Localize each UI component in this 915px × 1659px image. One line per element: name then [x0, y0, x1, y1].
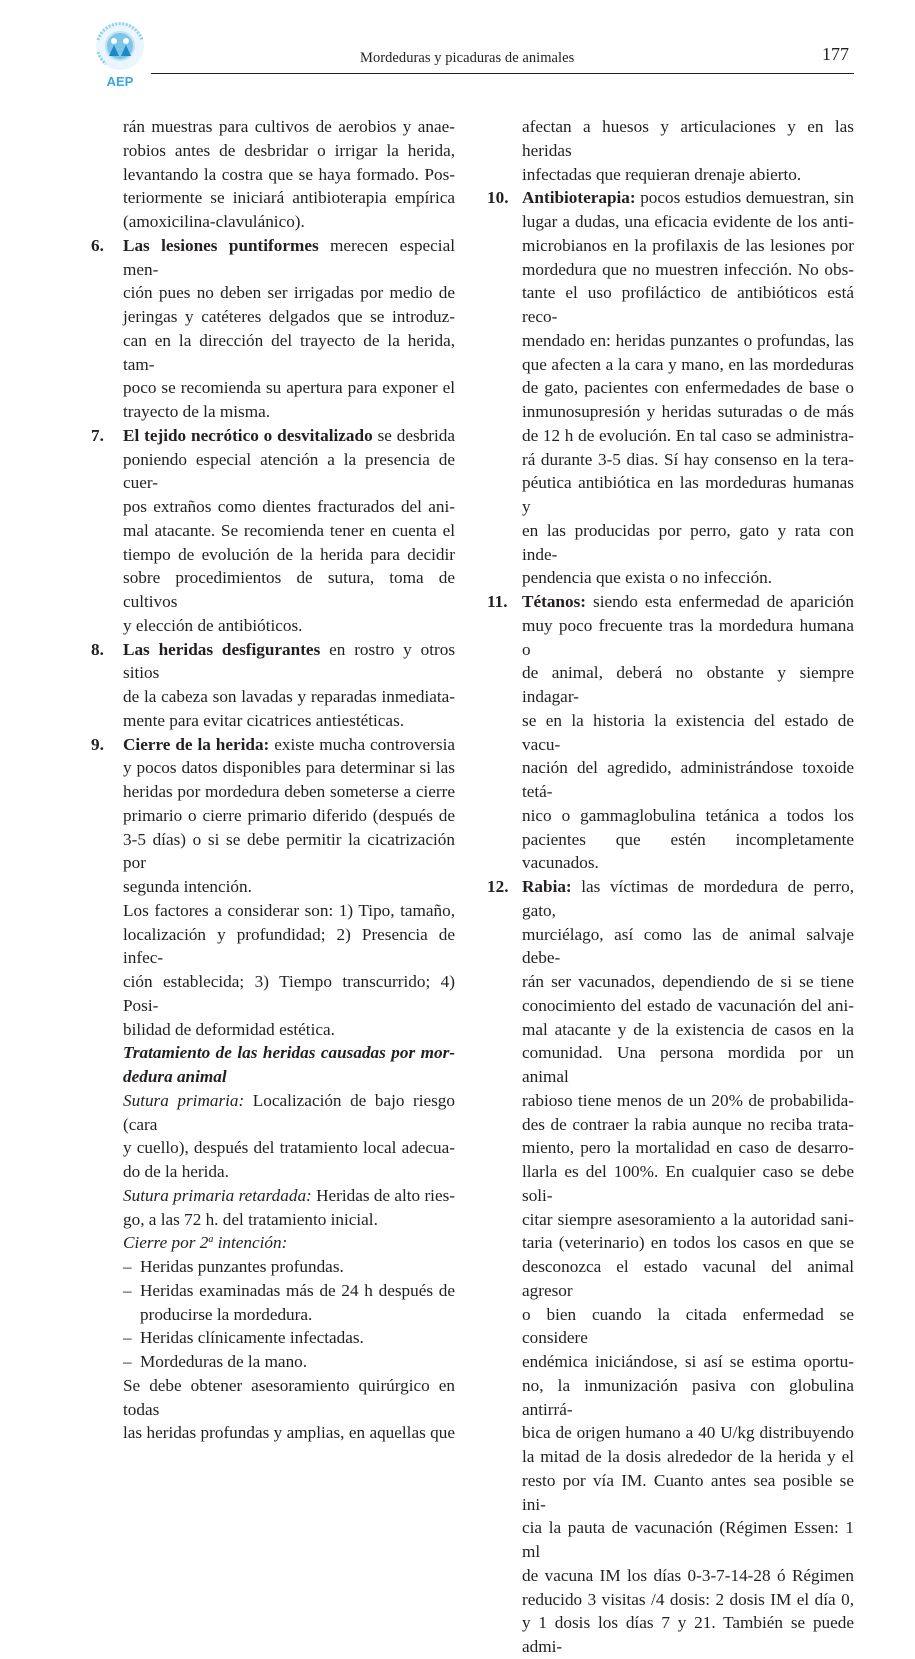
text-line: Los factores a considerar son: 1) Tipo, tamaño, [123, 900, 455, 920]
text-line: ción pues no deben ser irrigadas por medio de [123, 283, 455, 303]
text-line: pos extraños como dientes fracturados del ani- [123, 497, 455, 516]
text-line: bica de origen humano a 40 U/kg distribuyendo [522, 1423, 854, 1443]
dash-bullet: – [123, 1257, 132, 1276]
text-line: merecen especial men- [123, 235, 455, 279]
text-line: Mordeduras de la mano. [140, 1352, 308, 1371]
text-line: lugar a dudas, una eficacia evidente de los anti- [522, 212, 854, 231]
text-line: mente para evitar cicatrices antiestéticas. [123, 710, 405, 730]
text-line: taria (veterinario) en todos los casos en que se [522, 1233, 854, 1253]
text-line: Localización de bajo riesgo (cara [123, 1090, 455, 1134]
text-line: trayecto de la misma. [123, 402, 270, 421]
text-line: tante el uso profiláctico de antibióticos está reco- [522, 283, 854, 326]
text-line: bilidad de deformidad estética. [123, 1019, 335, 1039]
text-line: o bien cuando la citada enfermedad se considere [522, 1304, 854, 1348]
item-lead: El tejido necrótico o desvitalizado [123, 425, 373, 445]
text-line: mal atacante. Se recomienda tener en cuenta el [123, 520, 455, 540]
text-line: Se debe obtener asesoramiento quirúrgico en todas [123, 1375, 455, 1419]
item-lead: Tétanos: [522, 592, 586, 611]
item-number: 6. [91, 235, 104, 255]
text-line: levantando la costra que se haya formado. Pos- [123, 164, 455, 184]
subheading: dedura animal [123, 1067, 227, 1086]
continuation-paragraph [88, 115, 455, 234]
text-line: poniendo especial atención a la presencia de cuer- [123, 449, 455, 493]
text-line: nación del agredido, administrándose toxoide tetá- [522, 758, 854, 801]
delayed-suture-label: Sutura primaria retardada: [123, 1185, 312, 1205]
text-line: de animal, deberá no obstante y siempre indagar- [522, 663, 854, 706]
text-line: y cuello), después del tratamiento local adecua- [123, 1138, 455, 1158]
text-line: mendado en: heridas punzantes o profundas, las [522, 330, 854, 350]
svg-text:AEP: AEP [106, 74, 134, 89]
list-item-11 [487, 590, 854, 875]
text-line: heridas por mordedura deben someterse a cierre [123, 782, 455, 801]
dash-bullet: – [123, 1352, 132, 1371]
text-line: primario o cierre primario diferido (después de [123, 805, 455, 825]
text-line: rabioso tiene menos de un 20% de probabilida- [522, 1090, 854, 1110]
text-line: can en la dirección del trayecto de la herida, tam- [123, 330, 455, 374]
text-line: de vacuna IM los días 0-3-7-14-28 ó Régimen [522, 1565, 854, 1585]
running-header-title: Mordeduras y picaduras de animales [360, 50, 575, 66]
text-line: se en la historia la existencia del estado de vacu- [522, 710, 854, 754]
item-lead: Rabia: [522, 877, 572, 896]
item-number: 9. [91, 734, 104, 754]
text-line: tiempo de evolución de la herida para decidir [123, 544, 455, 564]
page-number: 177 [822, 44, 849, 64]
item-number: 11. [487, 592, 508, 611]
text-line: Heridas clínicamente infectadas. [140, 1328, 364, 1348]
list-item-10 [487, 186, 854, 590]
second-intention-label: Cierre por 2$^a$ intención: [123, 1233, 288, 1253]
dash-list-item [88, 1350, 455, 1374]
text-line: Heridas de alto ries- [311, 1185, 455, 1205]
text-line: las heridas profundas y amplias, en aquellas que [123, 1423, 455, 1443]
text-line: citar siempre asesoramiento a la autoridad sani- [522, 1209, 854, 1229]
text-line: localización y profundidad; 2) Presencia de infec- [123, 924, 455, 968]
dash-list-item [88, 1255, 455, 1279]
text-line: no, la inmunización pasiva con globulina antirrá- [522, 1375, 854, 1419]
text-line: que afecten a la cara y mano, en las mordeduras [522, 354, 854, 374]
text-line: resto por vía IM. Cuanto antes sea posible se ini- [522, 1470, 854, 1514]
item-lead: Antibioterapia: [522, 188, 636, 208]
text-line: afectan a huesos y articulaciones y en las heridas [522, 117, 854, 160]
text-line: producirse la mordedura. [140, 1304, 313, 1324]
list-item-12 [487, 875, 854, 1659]
text-line: la mitad de la dosis alrededor de la herida y el [522, 1447, 854, 1466]
aep-logo-icon [88, 20, 152, 92]
item-number: 10. [487, 188, 509, 208]
primary-suture-label: Sutura primaria: [123, 1090, 245, 1110]
subheading: Tratamiento de las heridas causadas por mor- [123, 1043, 455, 1063]
text-line: y pocos datos disponibles para determinar si las [123, 758, 455, 778]
list-item-8 [88, 638, 455, 733]
text-line: de la cabeza son lavadas y reparadas inmediata- [123, 687, 455, 706]
text-line: de 12 h de evolución. En tal caso se administra- [522, 425, 854, 445]
aep-logo [88, 20, 152, 92]
text-line: poco se recomienda su apertura para exponer el [123, 378, 455, 398]
text-line: reducido 3 visitas /4 dosis: 2 dosis IM el día 0, [522, 1589, 854, 1609]
item-lead: Cierre de la herida: [123, 734, 270, 754]
text-line: teriormente se iniciará antibioterapia empírica [123, 188, 455, 208]
item-number: 12. [487, 877, 509, 896]
text-line: pendencia que exista o no infección. [522, 568, 773, 588]
text-line: existe mucha controversia [269, 734, 455, 754]
text-line: siendo esta enfermedad de aparición [585, 592, 854, 611]
text-line: comunidad. Una persona mordida por un animal [522, 1043, 854, 1086]
text-line: conocimiento del estado de vacunación del ani- [522, 995, 854, 1015]
closing-paragraph [88, 1374, 455, 1445]
text-line: Heridas examinadas más de 24 h después de [140, 1280, 455, 1300]
text-line: rá durante 3-5 dias. Sí hay consenso en la tera- [522, 449, 854, 469]
text-line: las víctimas de mordedura de perro, gato, [522, 877, 854, 920]
text-line: ción establecida; 3) Tiempo transcurrido; 4) Posi- [123, 972, 455, 1015]
list-item-7 [88, 424, 455, 638]
text-line: segunda intención. [123, 877, 252, 896]
text-line: mordedura que no muestren infección. No obs- [522, 259, 854, 279]
text-line: pocos estudios demuestran, sin [635, 188, 854, 208]
item-lead: Las heridas desfigurantes [123, 639, 321, 659]
list-item-6 [88, 234, 455, 424]
text-line: microbianos en la profilaxis de las lesiones por [522, 235, 854, 255]
text-line: des de contraer la rabia aunque no reciba trata- [522, 1114, 854, 1134]
text-line: mal atacante y de la existencia de casos en la [522, 1019, 854, 1039]
item-number: 7. [91, 425, 104, 445]
text-line: robios antes de desbridar o irrigar la herida, [123, 140, 455, 160]
header-divider [151, 73, 854, 74]
text-line: pacientes que estén incompletamente vacunados. [522, 829, 854, 873]
dash-bullet: – [123, 1280, 132, 1300]
text-line: desconozca el estado vacunal del animal agresor [522, 1257, 854, 1300]
item-lead: Las lesiones puntiformes [123, 235, 319, 255]
dash-bullet: – [123, 1328, 132, 1348]
text-line: murciélago, así como las de animal salvaje debe- [522, 924, 854, 968]
text-line: en las producidas por perro, gato y rata con inde- [522, 520, 854, 564]
dash-list-item [88, 1326, 455, 1350]
continuation-paragraph [487, 115, 854, 186]
text-line: péutica antibiótica en las mordeduras humanas y [522, 473, 854, 516]
text-line: de gato, pacientes con enfermedades de base o [522, 378, 854, 398]
text-line: infectadas que requieran drenaje abierto. [522, 164, 802, 184]
list-item-9 [88, 733, 455, 1256]
dash-list-item [88, 1279, 455, 1327]
text-line: sobre procedimientos de sutura, toma de cultivos [123, 568, 455, 611]
text-line: go, a las 72 h. del tratamiento inicial. [123, 1209, 378, 1229]
text-line: en rostro y otros sitios [123, 639, 456, 683]
text-line: do de la herida. [123, 1162, 229, 1181]
item-number: 8. [91, 639, 104, 659]
right-column [487, 115, 854, 1659]
text-line: miento, pero la mortalidad en caso de desarro- [522, 1138, 854, 1158]
text-line: cia la pauta de vacunación (Régimen Essen: 1 ml [522, 1518, 854, 1561]
text-line: nico o gammaglobulina tetánica a todos los [522, 805, 854, 825]
text-line: rán muestras para cultivos de aerobios y anae- [123, 117, 455, 136]
text-line: rán ser vacunados, dependiendo de si se tiene [522, 972, 854, 991]
text-line: (amoxicilina-clavulánico). [123, 212, 305, 231]
left-column [88, 115, 455, 1445]
text-line: muy poco frecuente tras la mordedura humana o [522, 615, 854, 659]
text-line: se desbrida [372, 425, 456, 445]
text-line: jeringas y catéteres delgados que se introduz- [123, 307, 455, 326]
text-line: inmunosupresión y heridas suturadas o de más [522, 402, 854, 421]
text-line: y elección de antibióticos. [123, 615, 303, 635]
text-line: y 1 dosis los días 7 y 21. También se puede admi- [522, 1613, 854, 1656]
text-line: endémica iniciándose, si así se estima oportu- [522, 1352, 854, 1371]
text-line: llarla es del 100%. En cualquier caso se debe soli- [522, 1162, 854, 1205]
text-line: 3-5 días) o si se debe permitir la cicatrización por [123, 829, 455, 873]
text-line: Heridas punzantes profundas. [140, 1257, 344, 1276]
